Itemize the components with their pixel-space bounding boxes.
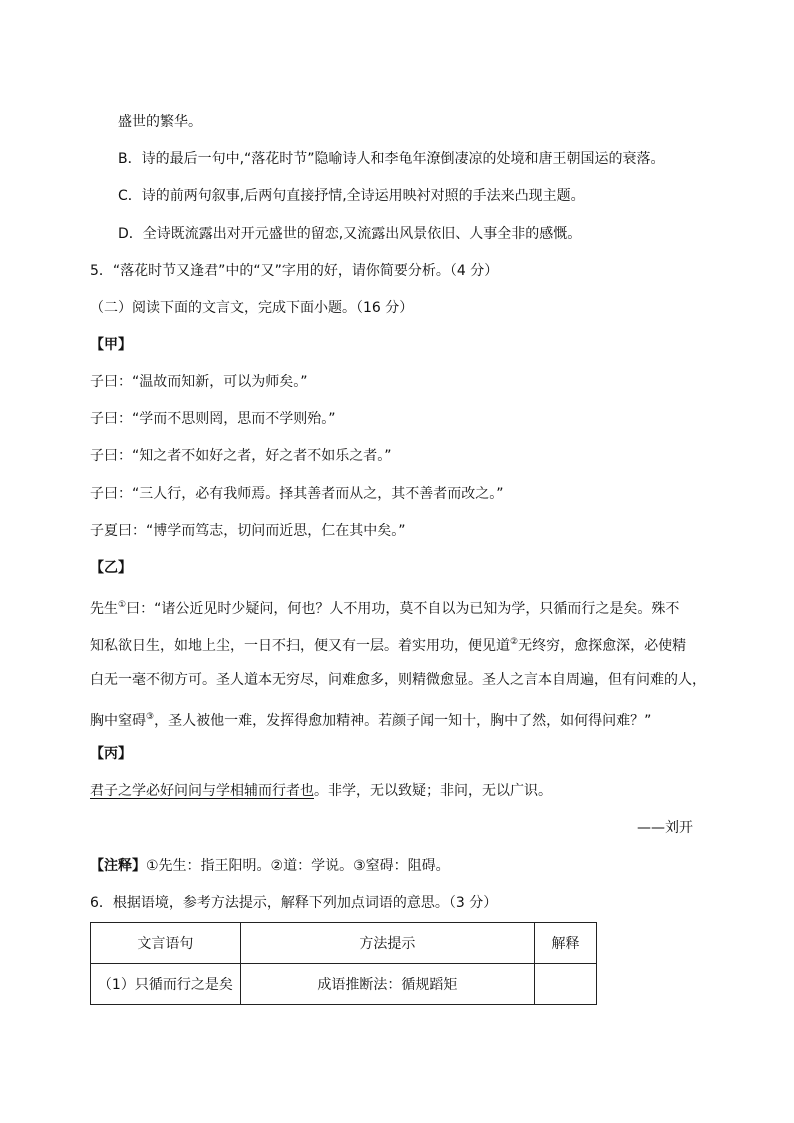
- notes-heading: 【注释】: [90, 858, 146, 874]
- table-header-cell: 方法提示: [240, 923, 534, 964]
- table-header-row: [91, 923, 597, 964]
- passage-yi-heading: 【乙】: [90, 560, 132, 576]
- passage-jia-line: 子曰：“温故而知新，可以为师矣。”: [90, 374, 308, 390]
- passage-jia-heading: 【甲】: [90, 337, 132, 353]
- table-cell-hint: 成语推断法：循规蹈矩: [240, 964, 534, 1005]
- passage-yi-text: ，圣人被他一难，发挥得愈加精神。若颜子闻一知十，胸中了然，如何得问难？”: [154, 713, 652, 729]
- underlined-sentence: 君子之学必好问问与学相辅而行者也: [90, 783, 314, 799]
- passage-yi-text: 知私欲日生，如地上尘，一日不扫，便又有一层。着实用功，便见道: [90, 638, 510, 654]
- passage-yi-line: [90, 595, 679, 619]
- passage-yi-text: 曰：“诸公近见时少疑问，何也？人不用功，莫不自以为已知为学，只循而行之是矣。殊不: [126, 601, 680, 617]
- passage-bing-text: [90, 781, 552, 801]
- option-b: B．诗的最后一句中,“落花时节”隐喻诗人和李龟年潦倒凄凉的处境和唐王朝国运的衰落。: [118, 151, 665, 167]
- passage-yi-line: [90, 632, 686, 656]
- passage-jia-line: 子曰：“知之者不如好之者，好之者不如乐之者。”: [90, 448, 392, 464]
- passage-author: ——刘开: [637, 820, 693, 836]
- table-cell-answer[interactable]: [535, 964, 597, 1005]
- footnote-marker: ②: [510, 637, 519, 647]
- section-2-heading: （二）阅读下面的文言文，完成下面小题。（16 分）: [90, 300, 414, 316]
- passage-jia-line: 子曰：“三人行，必有我师焉。择其善者而从之，其不善者而改之。”: [90, 486, 504, 502]
- footnote-marker: ③: [146, 712, 155, 722]
- option-c: C．诗的前两句叙事,后两句直接抒情,全诗运用映衬对照的手法来凸现主题。: [118, 188, 585, 204]
- passage-yi-text: 胸中窒碍: [90, 713, 146, 729]
- passage-jia-line: 子夏曰：“博学而笃志，切问而近思，仁在其中矣。”: [90, 523, 406, 539]
- passage-yi-line: 白无一毫不彻方可。圣人道本无穷尽，问难愈多，则精微愈显。圣人之言本自周遍，但有问难的人，: [90, 672, 706, 688]
- footnote-marker: ①: [118, 600, 127, 610]
- passage-bing-heading: 【丙】: [90, 746, 132, 762]
- passage-yi-text: 先生: [90, 601, 118, 617]
- passage-yi-line: [90, 707, 651, 731]
- option-d: D．全诗既流露出对开元盛世的留恋,又流露出风景依旧、人事全非的感慨。: [118, 226, 582, 242]
- notes-body: ①先生：指王阳明。②道：学说。③窒碍：阻碍。: [146, 858, 450, 874]
- passage-yi-text: 无终穷，愈探愈深，必使精: [518, 638, 687, 654]
- table-row: [91, 964, 597, 1005]
- table-header-cell: 文言语句: [91, 923, 241, 964]
- passage-bing-rest: 。非学，无以致疑；非问，无以广识。: [314, 783, 552, 799]
- option-a-continuation: 盛世的繁华。: [118, 114, 202, 130]
- notes: [90, 856, 450, 876]
- table-cell-sentence: （1）只循而行之是矣: [91, 964, 241, 1005]
- table-header-cell: 解释: [535, 923, 597, 964]
- passage-jia-line: 子曰：“学而不思则罔，思而不学则殆。”: [90, 411, 336, 427]
- method-hint-table: [90, 922, 597, 1005]
- question-5: 5．“落花时节又逢君”中的“又”字用的好，请你简要分析。（4 分）: [90, 263, 499, 279]
- question-6: 6．根据语境，参考方法提示，解释下列加点词语的意思。（3 分）: [90, 895, 498, 911]
